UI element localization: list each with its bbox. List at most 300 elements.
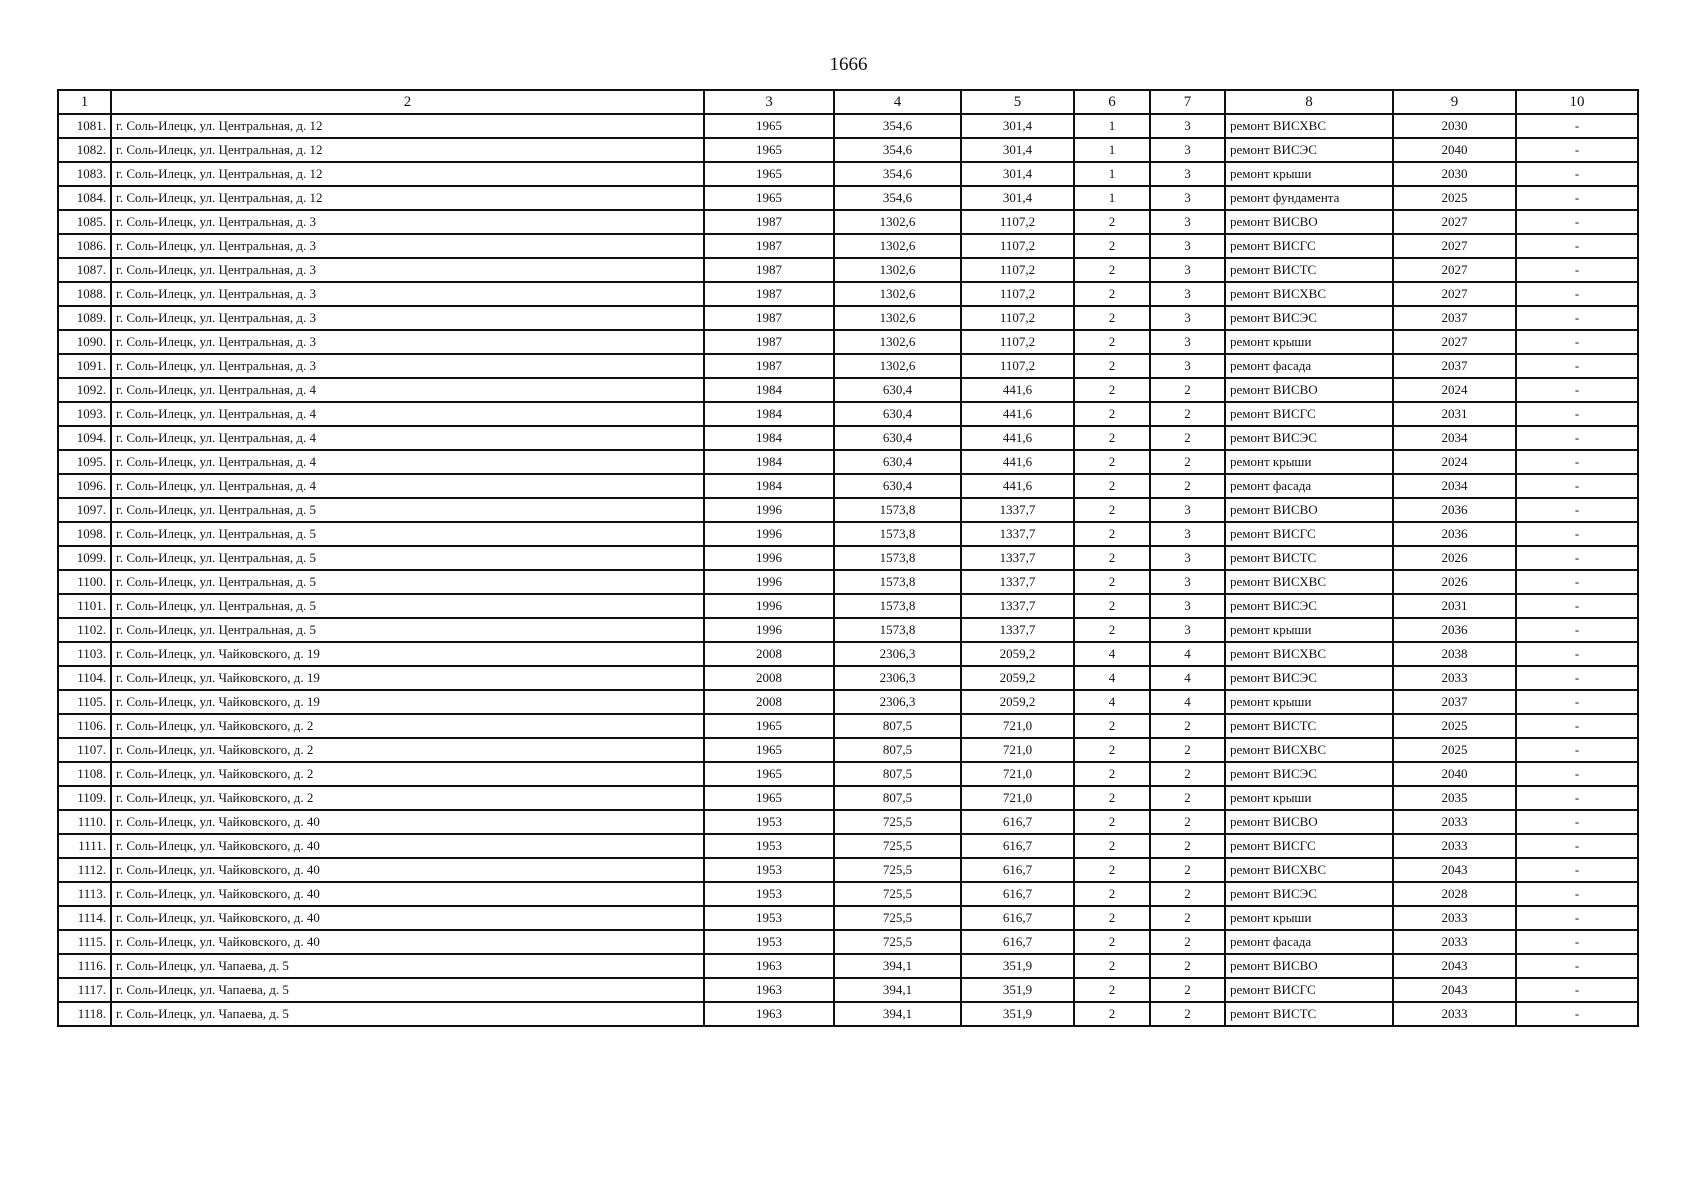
living-area-cell: 616,7: [961, 834, 1074, 858]
col-header: 6: [1074, 90, 1150, 114]
total-area-cell: 1573,8: [834, 498, 961, 522]
entrances-cell: 2: [1074, 930, 1150, 954]
living-area-cell: 1107,2: [961, 210, 1074, 234]
planned-year-cell: 2028: [1393, 882, 1516, 906]
note-cell: -: [1516, 450, 1638, 474]
entrances-cell: 2: [1074, 714, 1150, 738]
work-type-cell: ремонт крыши: [1225, 906, 1393, 930]
note-cell: -: [1516, 666, 1638, 690]
table-row: [58, 522, 1638, 546]
address-cell: г. Соль-Илецк, ул. Чапаева, д. 5: [111, 978, 704, 1002]
planned-year-cell: 2033: [1393, 1002, 1516, 1026]
floors-cell: 3: [1150, 162, 1225, 186]
living-area-cell: 441,6: [961, 378, 1074, 402]
floors-cell: 3: [1150, 498, 1225, 522]
work-type-cell: ремонт фасада: [1225, 354, 1393, 378]
work-type-cell: ремонт ВИСХВС: [1225, 738, 1393, 762]
note-cell: -: [1516, 906, 1638, 930]
col-header: 10: [1516, 90, 1638, 114]
table-row: [58, 930, 1638, 954]
repair-schedule-table: [57, 89, 1639, 1027]
year-built-cell: 1987: [704, 306, 834, 330]
note-cell: -: [1516, 714, 1638, 738]
table-row: [58, 594, 1638, 618]
note-cell: -: [1516, 786, 1638, 810]
year-built-cell: 1965: [704, 114, 834, 138]
work-type-cell: ремонт крыши: [1225, 786, 1393, 810]
work-type-cell: ремонт ВИСВО: [1225, 954, 1393, 978]
address-cell: г. Соль-Илецк, ул. Чайковского, д. 40: [111, 906, 704, 930]
row-number-cell: 1109.: [58, 786, 111, 810]
living-area-cell: 1107,2: [961, 234, 1074, 258]
floors-cell: 3: [1150, 618, 1225, 642]
floors-cell: 2: [1150, 426, 1225, 450]
note-cell: -: [1516, 618, 1638, 642]
entrances-cell: 2: [1074, 786, 1150, 810]
row-number-cell: 1082.: [58, 138, 111, 162]
year-built-cell: 1996: [704, 498, 834, 522]
living-area-cell: 351,9: [961, 978, 1074, 1002]
floors-cell: 2: [1150, 762, 1225, 786]
note-cell: -: [1516, 978, 1638, 1002]
entrances-cell: 2: [1074, 570, 1150, 594]
floors-cell: 2: [1150, 786, 1225, 810]
planned-year-cell: 2033: [1393, 666, 1516, 690]
floors-cell: 3: [1150, 282, 1225, 306]
work-type-cell: ремонт ВИСГС: [1225, 522, 1393, 546]
year-built-cell: 1987: [704, 234, 834, 258]
planned-year-cell: 2040: [1393, 138, 1516, 162]
address-cell: г. Соль-Илецк, ул. Центральная, д. 4: [111, 474, 704, 498]
floors-cell: 4: [1150, 642, 1225, 666]
planned-year-cell: 2027: [1393, 282, 1516, 306]
living-area-cell: 721,0: [961, 786, 1074, 810]
total-area-cell: 807,5: [834, 714, 961, 738]
total-area-cell: 1573,8: [834, 618, 961, 642]
address-cell: г. Соль-Илецк, ул. Центральная, д. 12: [111, 138, 704, 162]
living-area-cell: 616,7: [961, 906, 1074, 930]
work-type-cell: ремонт ВИСТС: [1225, 714, 1393, 738]
address-cell: г. Соль-Илецк, ул. Центральная, д. 5: [111, 498, 704, 522]
work-type-cell: ремонт крыши: [1225, 450, 1393, 474]
entrances-cell: 2: [1074, 858, 1150, 882]
address-cell: г. Соль-Илецк, ул. Центральная, д. 4: [111, 450, 704, 474]
work-type-cell: ремонт ВИСТС: [1225, 258, 1393, 282]
table-row: [58, 330, 1638, 354]
note-cell: -: [1516, 234, 1638, 258]
row-number-cell: 1117.: [58, 978, 111, 1002]
total-area-cell: 2306,3: [834, 690, 961, 714]
work-type-cell: ремонт ВИСВО: [1225, 378, 1393, 402]
work-type-cell: ремонт ВИСХВС: [1225, 858, 1393, 882]
address-cell: г. Соль-Илецк, ул. Чапаева, д. 5: [111, 954, 704, 978]
note-cell: -: [1516, 378, 1638, 402]
floors-cell: 2: [1150, 450, 1225, 474]
row-number-cell: 1100.: [58, 570, 111, 594]
address-cell: г. Соль-Илецк, ул. Центральная, д. 12: [111, 162, 704, 186]
planned-year-cell: 2025: [1393, 186, 1516, 210]
entrances-cell: 2: [1074, 378, 1150, 402]
year-built-cell: 1953: [704, 834, 834, 858]
note-cell: -: [1516, 474, 1638, 498]
floors-cell: 2: [1150, 834, 1225, 858]
total-area-cell: 1302,6: [834, 258, 961, 282]
row-number-cell: 1115.: [58, 930, 111, 954]
row-number-cell: 1110.: [58, 810, 111, 834]
address-cell: г. Соль-Илецк, ул. Центральная, д. 12: [111, 114, 704, 138]
year-built-cell: 1984: [704, 474, 834, 498]
entrances-cell: 2: [1074, 498, 1150, 522]
year-built-cell: 1963: [704, 954, 834, 978]
row-number-cell: 1113.: [58, 882, 111, 906]
entrances-cell: 1: [1074, 114, 1150, 138]
address-cell: г. Соль-Илецк, ул. Чайковского, д. 19: [111, 642, 704, 666]
living-area-cell: 721,0: [961, 714, 1074, 738]
table-row: [58, 714, 1638, 738]
col-header: 7: [1150, 90, 1225, 114]
living-area-cell: 1337,7: [961, 618, 1074, 642]
entrances-cell: 2: [1074, 522, 1150, 546]
address-cell: г. Соль-Илецк, ул. Центральная, д. 5: [111, 618, 704, 642]
work-type-cell: ремонт фундамента: [1225, 186, 1393, 210]
note-cell: -: [1516, 114, 1638, 138]
row-number-cell: 1099.: [58, 546, 111, 570]
total-area-cell: 807,5: [834, 738, 961, 762]
floors-cell: 2: [1150, 810, 1225, 834]
col-header: 8: [1225, 90, 1393, 114]
year-built-cell: 1987: [704, 258, 834, 282]
work-type-cell: ремонт ВИСВО: [1225, 498, 1393, 522]
note-cell: -: [1516, 138, 1638, 162]
entrances-cell: 2: [1074, 282, 1150, 306]
floors-cell: 3: [1150, 330, 1225, 354]
address-cell: г. Соль-Илецк, ул. Центральная, д. 5: [111, 546, 704, 570]
row-number-cell: 1097.: [58, 498, 111, 522]
year-built-cell: 1953: [704, 810, 834, 834]
row-number-cell: 1108.: [58, 762, 111, 786]
year-built-cell: 1965: [704, 186, 834, 210]
entrances-cell: 1: [1074, 162, 1150, 186]
living-area-cell: 301,4: [961, 162, 1074, 186]
address-cell: г. Соль-Илецк, ул. Центральная, д. 3: [111, 282, 704, 306]
entrances-cell: 2: [1074, 330, 1150, 354]
table-row: [58, 954, 1638, 978]
col-header: 3: [704, 90, 834, 114]
entrances-cell: 2: [1074, 810, 1150, 834]
total-area-cell: 725,5: [834, 834, 961, 858]
work-type-cell: ремонт крыши: [1225, 618, 1393, 642]
row-number-cell: 1084.: [58, 186, 111, 210]
work-type-cell: ремонт ВИСЭС: [1225, 594, 1393, 618]
table-row: [58, 114, 1638, 138]
work-type-cell: ремонт ВИСЭС: [1225, 138, 1393, 162]
year-built-cell: 2008: [704, 642, 834, 666]
note-cell: -: [1516, 642, 1638, 666]
table-row: [58, 618, 1638, 642]
address-cell: г. Соль-Илецк, ул. Чапаева, д. 5: [111, 1002, 704, 1026]
address-cell: г. Соль-Илецк, ул. Чайковского, д. 19: [111, 666, 704, 690]
planned-year-cell: 2037: [1393, 690, 1516, 714]
living-area-cell: 301,4: [961, 114, 1074, 138]
entrances-cell: 1: [1074, 138, 1150, 162]
floors-cell: 3: [1150, 114, 1225, 138]
living-area-cell: 441,6: [961, 402, 1074, 426]
total-area-cell: 394,1: [834, 954, 961, 978]
table-row: [58, 450, 1638, 474]
planned-year-cell: 2033: [1393, 810, 1516, 834]
entrances-cell: 2: [1074, 594, 1150, 618]
living-area-cell: 1107,2: [961, 258, 1074, 282]
table-row: [58, 402, 1638, 426]
col-header: 5: [961, 90, 1074, 114]
living-area-cell: 1337,7: [961, 594, 1074, 618]
table-row: [58, 642, 1638, 666]
row-number-cell: 1116.: [58, 954, 111, 978]
table-row: [58, 282, 1638, 306]
planned-year-cell: 2037: [1393, 306, 1516, 330]
floors-cell: 3: [1150, 522, 1225, 546]
address-cell: г. Соль-Илецк, ул. Центральная, д. 3: [111, 210, 704, 234]
entrances-cell: 2: [1074, 906, 1150, 930]
row-number-cell: 1090.: [58, 330, 111, 354]
total-area-cell: 725,5: [834, 930, 961, 954]
living-area-cell: 616,7: [961, 810, 1074, 834]
address-cell: г. Соль-Илецк, ул. Центральная, д. 5: [111, 570, 704, 594]
entrances-cell: 2: [1074, 546, 1150, 570]
table-body: [58, 114, 1638, 1026]
floors-cell: 2: [1150, 978, 1225, 1002]
total-area-cell: 2306,3: [834, 666, 961, 690]
col-header: 4: [834, 90, 961, 114]
entrances-cell: 2: [1074, 738, 1150, 762]
row-number-cell: 1093.: [58, 402, 111, 426]
address-cell: г. Соль-Илецк, ул. Центральная, д. 4: [111, 378, 704, 402]
note-cell: -: [1516, 690, 1638, 714]
planned-year-cell: 2030: [1393, 162, 1516, 186]
table-row: [58, 978, 1638, 1002]
row-number-cell: 1086.: [58, 234, 111, 258]
table-row: [58, 690, 1638, 714]
floors-cell: 2: [1150, 714, 1225, 738]
work-type-cell: ремонт ВИСГС: [1225, 978, 1393, 1002]
work-type-cell: ремонт ВИСХВС: [1225, 570, 1393, 594]
planned-year-cell: 2030: [1393, 114, 1516, 138]
entrances-cell: 2: [1074, 258, 1150, 282]
row-number-cell: 1087.: [58, 258, 111, 282]
address-cell: г. Соль-Илецк, ул. Чайковского, д. 40: [111, 930, 704, 954]
planned-year-cell: 2031: [1393, 594, 1516, 618]
table-row: [58, 1002, 1638, 1026]
planned-year-cell: 2025: [1393, 738, 1516, 762]
year-built-cell: 1953: [704, 882, 834, 906]
total-area-cell: 725,5: [834, 858, 961, 882]
entrances-cell: 2: [1074, 1002, 1150, 1026]
note-cell: -: [1516, 522, 1638, 546]
work-type-cell: ремонт ВИСЭС: [1225, 666, 1393, 690]
planned-year-cell: 2034: [1393, 426, 1516, 450]
work-type-cell: ремонт ВИСЭС: [1225, 306, 1393, 330]
living-area-cell: 1337,7: [961, 498, 1074, 522]
address-cell: г. Соль-Илецк, ул. Чайковского, д. 40: [111, 858, 704, 882]
address-cell: г. Соль-Илецк, ул. Центральная, д. 5: [111, 522, 704, 546]
total-area-cell: 1573,8: [834, 570, 961, 594]
work-type-cell: ремонт ВИСТС: [1225, 546, 1393, 570]
floors-cell: 3: [1150, 258, 1225, 282]
row-number-cell: 1104.: [58, 666, 111, 690]
note-cell: -: [1516, 882, 1638, 906]
living-area-cell: 1107,2: [961, 354, 1074, 378]
row-number-cell: 1106.: [58, 714, 111, 738]
entrances-cell: 2: [1074, 834, 1150, 858]
table-row: [58, 498, 1638, 522]
year-built-cell: 1965: [704, 738, 834, 762]
living-area-cell: 1107,2: [961, 282, 1074, 306]
entrances-cell: 2: [1074, 450, 1150, 474]
year-built-cell: 1965: [704, 138, 834, 162]
address-cell: г. Соль-Илецк, ул. Чайковского, д. 2: [111, 738, 704, 762]
year-built-cell: 1987: [704, 210, 834, 234]
total-area-cell: 725,5: [834, 906, 961, 930]
row-number-cell: 1094.: [58, 426, 111, 450]
total-area-cell: 630,4: [834, 474, 961, 498]
row-number-cell: 1095.: [58, 450, 111, 474]
planned-year-cell: 2036: [1393, 522, 1516, 546]
planned-year-cell: 2026: [1393, 546, 1516, 570]
total-area-cell: 630,4: [834, 450, 961, 474]
entrances-cell: 2: [1074, 978, 1150, 1002]
living-area-cell: 2059,2: [961, 642, 1074, 666]
row-number-cell: 1118.: [58, 1002, 111, 1026]
planned-year-cell: 2027: [1393, 258, 1516, 282]
total-area-cell: 354,6: [834, 114, 961, 138]
work-type-cell: ремонт ВИСХВС: [1225, 642, 1393, 666]
row-number-cell: 1096.: [58, 474, 111, 498]
work-type-cell: ремонт крыши: [1225, 690, 1393, 714]
planned-year-cell: 2033: [1393, 930, 1516, 954]
work-type-cell: ремонт фасада: [1225, 474, 1393, 498]
entrances-cell: 1: [1074, 186, 1150, 210]
living-area-cell: 1337,7: [961, 546, 1074, 570]
work-type-cell: ремонт ВИСЭС: [1225, 762, 1393, 786]
address-cell: г. Соль-Илецк, ул. Чайковского, д. 40: [111, 810, 704, 834]
note-cell: -: [1516, 810, 1638, 834]
table-row: [58, 738, 1638, 762]
table-row: [58, 858, 1638, 882]
work-type-cell: ремонт ВИСЭС: [1225, 426, 1393, 450]
floors-cell: 4: [1150, 690, 1225, 714]
table-row: [58, 834, 1638, 858]
total-area-cell: 807,5: [834, 762, 961, 786]
row-number-cell: 1089.: [58, 306, 111, 330]
floors-cell: 2: [1150, 858, 1225, 882]
floors-cell: 3: [1150, 234, 1225, 258]
table-row: [58, 138, 1638, 162]
row-number-cell: 1107.: [58, 738, 111, 762]
table-row: [58, 210, 1638, 234]
total-area-cell: 354,6: [834, 186, 961, 210]
total-area-cell: 1302,6: [834, 210, 961, 234]
address-cell: г. Соль-Илецк, ул. Центральная, д. 5: [111, 594, 704, 618]
address-cell: г. Соль-Илецк, ул. Центральная, д. 3: [111, 330, 704, 354]
total-area-cell: 630,4: [834, 378, 961, 402]
planned-year-cell: 2043: [1393, 978, 1516, 1002]
year-built-cell: 2008: [704, 690, 834, 714]
address-cell: г. Соль-Илецк, ул. Чайковского, д. 2: [111, 714, 704, 738]
page-number: 1666: [829, 54, 868, 75]
table-row: [58, 306, 1638, 330]
table-row: [58, 162, 1638, 186]
row-number-cell: 1103.: [58, 642, 111, 666]
total-area-cell: 725,5: [834, 810, 961, 834]
table-row: [58, 426, 1638, 450]
row-number-cell: 1092.: [58, 378, 111, 402]
year-built-cell: 1987: [704, 282, 834, 306]
note-cell: -: [1516, 258, 1638, 282]
address-cell: г. Соль-Илецк, ул. Центральная, д. 4: [111, 426, 704, 450]
table-row: [58, 258, 1638, 282]
row-number-cell: 1102.: [58, 618, 111, 642]
work-type-cell: ремонт ВИСТС: [1225, 1002, 1393, 1026]
total-area-cell: 1302,6: [834, 282, 961, 306]
total-area-cell: 1302,6: [834, 330, 961, 354]
note-cell: -: [1516, 354, 1638, 378]
planned-year-cell: 2033: [1393, 834, 1516, 858]
table-row: [58, 786, 1638, 810]
entrances-cell: 2: [1074, 402, 1150, 426]
year-built-cell: 1984: [704, 426, 834, 450]
table-row: [58, 570, 1638, 594]
entrances-cell: 2: [1074, 474, 1150, 498]
total-area-cell: 1573,8: [834, 546, 961, 570]
living-area-cell: 616,7: [961, 930, 1074, 954]
entrances-cell: 2: [1074, 882, 1150, 906]
total-area-cell: 1573,8: [834, 522, 961, 546]
note-cell: -: [1516, 738, 1638, 762]
living-area-cell: 351,9: [961, 1002, 1074, 1026]
total-area-cell: 630,4: [834, 402, 961, 426]
row-number-cell: 1085.: [58, 210, 111, 234]
floors-cell: 3: [1150, 210, 1225, 234]
living-area-cell: 1337,7: [961, 522, 1074, 546]
note-cell: -: [1516, 834, 1638, 858]
total-area-cell: 354,6: [834, 162, 961, 186]
address-cell: г. Соль-Илецк, ул. Центральная, д. 3: [111, 354, 704, 378]
year-built-cell: 1996: [704, 594, 834, 618]
floors-cell: 4: [1150, 666, 1225, 690]
year-built-cell: 1984: [704, 378, 834, 402]
year-built-cell: 1996: [704, 570, 834, 594]
note-cell: -: [1516, 210, 1638, 234]
living-area-cell: 721,0: [961, 738, 1074, 762]
entrances-cell: 4: [1074, 690, 1150, 714]
note-cell: -: [1516, 306, 1638, 330]
address-cell: г. Соль-Илецк, ул. Чайковского, д. 2: [111, 762, 704, 786]
col-header: 1: [58, 90, 111, 114]
planned-year-cell: 2025: [1393, 714, 1516, 738]
address-cell: г. Соль-Илецк, ул. Центральная, д. 3: [111, 258, 704, 282]
table-row: [58, 474, 1638, 498]
floors-cell: 2: [1150, 954, 1225, 978]
col-header: 9: [1393, 90, 1516, 114]
note-cell: -: [1516, 402, 1638, 426]
planned-year-cell: 2027: [1393, 234, 1516, 258]
entrances-cell: 2: [1074, 210, 1150, 234]
year-built-cell: 1963: [704, 978, 834, 1002]
note-cell: -: [1516, 162, 1638, 186]
row-number-cell: 1112.: [58, 858, 111, 882]
row-number-cell: 1083.: [58, 162, 111, 186]
living-area-cell: 721,0: [961, 762, 1074, 786]
